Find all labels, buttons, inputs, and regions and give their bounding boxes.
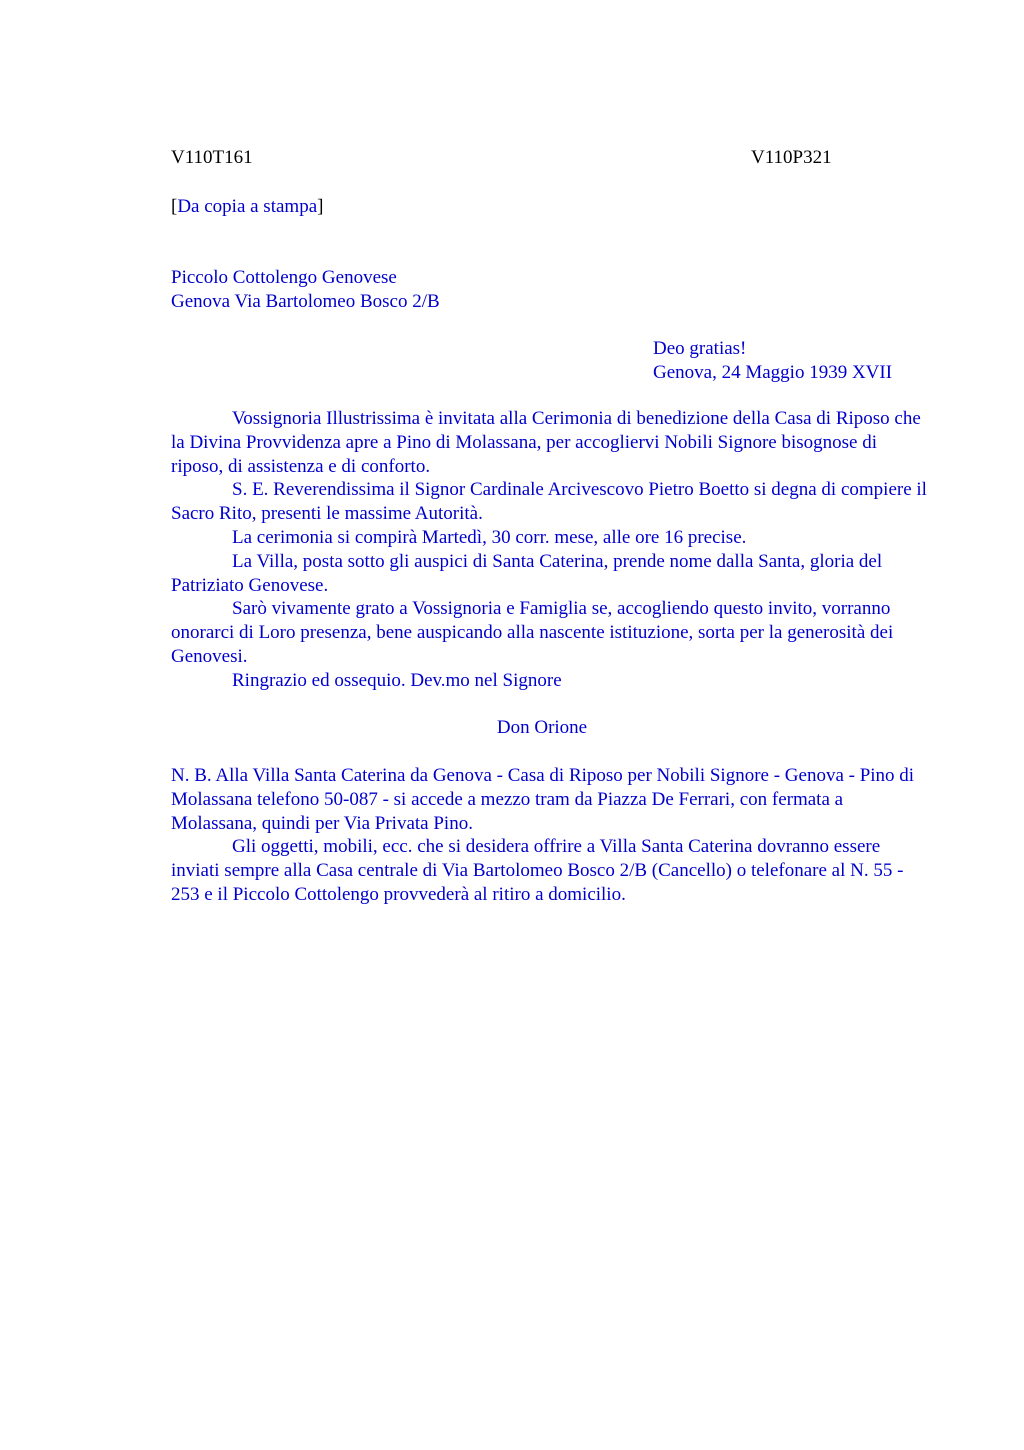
document-code-right: V110P321 xyxy=(751,147,832,168)
body-paragraph-6: Ringrazio ed ossequio. Dev.mo nel Signore xyxy=(232,669,562,691)
source-text: Da copia a stampa xyxy=(177,196,318,217)
source-bracket-open: [ xyxy=(171,196,178,217)
source-note xyxy=(171,195,323,219)
source-bracket-close: ] xyxy=(317,196,324,217)
note-paragraph-2: Gli oggetti, mobili, ecc. che si desidera offrire a Villa Santa Caterina dovranno essere inviati sempre alla Casa centrale di Via Bartolomeo Bosco 2/B (Cancello) o telefonare al N. 55 - 253 e il Piccolo Cottolengo provvederà al ritiro a domicilio. xyxy=(171,836,904,905)
body-paragraph-3: La cerimonia si compirà Martedì, 30 corr. mese, alle ore 16 precise. xyxy=(232,526,747,548)
postscript-note xyxy=(171,764,931,907)
sender-address: Genova Via Bartolomeo Bosco 2/B xyxy=(171,290,440,312)
document-code-left: V110T161 xyxy=(171,147,253,168)
body-paragraph-5: Sarò vivamente grato a Vossignoria e Famiglia se, accogliendo questo invito, vorranno onorarci di Loro presenza, bene auspicando alla nascente istituzione, sorta per la generosità dei Genovesi. xyxy=(171,598,894,667)
note-paragraph-1: N. B. Alla Villa Santa Caterina da Genova - Casa di Riposo per Nobili Signore - Genova - Pino di Molassana telefono 50-087 - si accede a mezzo tram da Piazza De Ferrari, con fermata a Molassana, quindi per Via Privata Pino. xyxy=(171,765,915,834)
body-paragraph-4: La Villa, posta sotto gli auspici di Santa Caterina, prende nome dalla Santa, gloria del Patriziato Genovese. xyxy=(171,550,883,596)
greeting-block xyxy=(653,337,892,385)
greeting-date: Genova, 24 Maggio 1939 XVII xyxy=(653,361,893,383)
body-paragraph-1: Vossignoria Illustrissima è invitata alla Cerimonia di benedizione della Casa di Riposo che la Divina Provvidenza apre a Pino di Molassana, per accogliervi Nobili Signore bisognose di riposo, di assistenza e di conforto. xyxy=(171,408,921,477)
sender-block xyxy=(171,266,440,314)
greeting-salutation: Deo gratias! xyxy=(653,338,747,359)
body-paragraph-2: S. E. Reverendissima il Signor Cardinale Arcivescovo Pietro Boetto si degna di compiere il Sacro Rito, presenti le massime Autorità. xyxy=(171,479,927,525)
sender-name: Piccolo Cottolengo Genovese xyxy=(171,267,397,288)
signature: Don Orione xyxy=(496,717,588,738)
letter-body xyxy=(171,407,931,693)
